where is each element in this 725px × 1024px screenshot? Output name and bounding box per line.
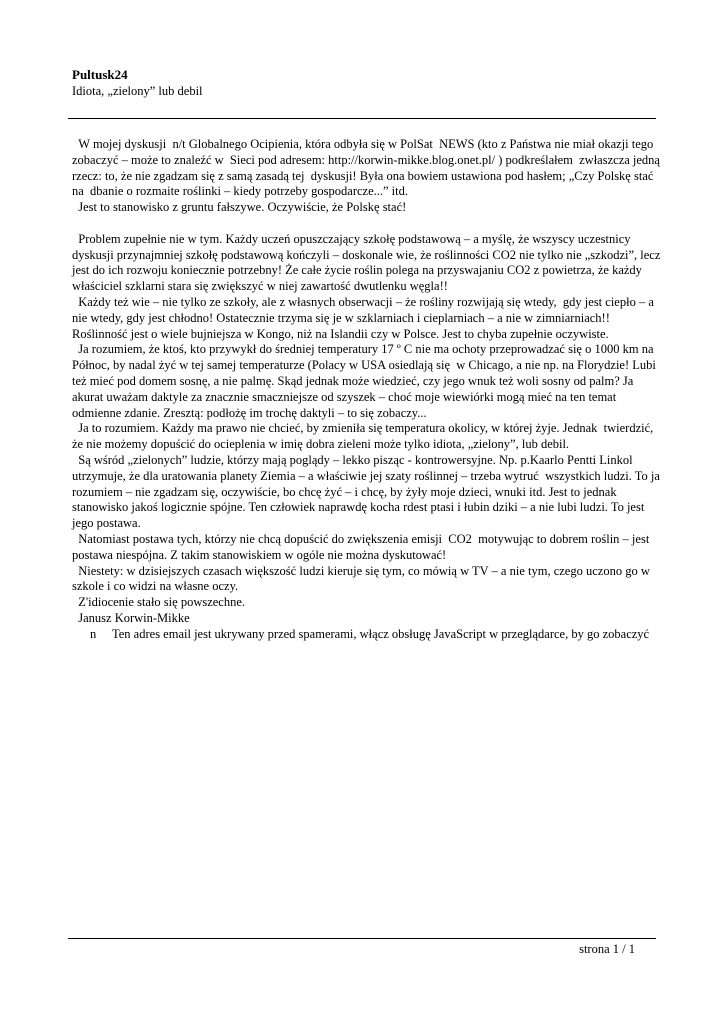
paragraph: W mojej dyskusji n/t Globalnego Ocipienia, która odbyła się w PolSat NEWS (kto z Państwa nie miał okazji tego zobaczyć – może to znaleźć w Sieci pod adresem: http://korwin-mikke.blog.onet.pl/ ) podkreślałem zwłaszcza jedną rzecz: to, że nie zgadzam się z samą zasadą tej dyskusji! Była ona bowiem ustawiona pod hasłem; „Czy Polskę stać na dbanie o rozmaite roślinki – kiedy potrzeby gospodarcze...” itd.: [72, 137, 664, 199]
paragraph: Niestety: w dzisiejszych czasach większość ludzi kieruje się tym, co mówią w TV – a nie tym, czego uczono go w szkole i co widzi na własne oczy.: [72, 563, 653, 594]
article-body: [72, 137, 662, 643]
paragraph-gap: [72, 216, 662, 232]
paragraph: Natomiast postawa tych, którzy nie chcą dopuścić do zwiększenia emisji CO2 motywując to dobrem roślin – jest postawa niespójna. Z takim stanowiskiem w ogóle nie można dyskutować!: [72, 531, 653, 562]
paragraph: Z'idiocenie stało się powszechne.: [72, 595, 246, 610]
article-title: Idiota, „zielony” lub debil: [72, 84, 203, 98]
page-header: [72, 66, 656, 99]
bottom-divider: [68, 938, 656, 939]
page-number: strona 1 / 1: [579, 942, 635, 956]
paragraph: Są wśród „zielonych” ludzie, którzy mają poglądy – lekko pisząc - kontrowersyjne. Np. p.Kaarlo Pentti Linkol utrzymuje, że dla uratowania planety Ziemia – a właściwie jej szaty roślinnej – trzeba wytruć wszystkich ludzi. To ja rozumiem – nie zgadzam się, oczywiście, bo chcę żyć – i chcę, by żyły moje dzieci, wnuki itd. Jest to jednak stanowisko jakoś logicznie spójne. Ten człowiek naprawdę kocha rdest ptasi i łubin dziki – a nie lubi ludzi. To jest jego postawa.: [72, 452, 664, 531]
email-notice: [72, 627, 662, 643]
paragraph: Problem zupełnie nie w tym. Każdy uczeń opuszczający szkołę podstawową – a myślę, że wszyscy uczestnicy dyskusji przynajmniej szkołę podstawową kończyli – doskonale wie, że roślinności CO2 nie tylko nie „szkodzi”, lecz jest do ich rozwoju koniecznie potrzebny! Że całe życie roślin polega na przyswajaniu CO2 z powietrza, że każdy właściciel szklarni stara się zwiększyć w niej zawartość dwutlenku węgla!!: [72, 231, 664, 294]
bullet-icon: n: [90, 626, 97, 641]
paragraph: Każdy też wie – nie tylko ze szkoły, ale z własnych obserwacji – że rośliny rozwijają się wtedy, gdy jest ciepło – a nie wtedy, gdy jest chłodno! Ostatecznie trzyma się je w szklarniach i cieplarniach – a nie w zimniarniach!! Roślinność jest o wiele bujniejsza w Kongo, niż na Islandii czy w Polsce. Jest to chyba zupełnie oczywiste.: [72, 294, 657, 341]
site-name: Pultusk24: [72, 67, 128, 82]
top-divider: [68, 118, 656, 119]
email-notice-text: Ten adres email jest ukrywany przed spamerami, włącz obsługę JavaScript w przeglądarce, by go zobaczyć: [112, 626, 650, 641]
paragraph: Jest to stanowisko z gruntu fałszywe. Oczywiście, że Polskę stać!: [72, 200, 407, 215]
paragraph: Ja rozumiem, że ktoś, kto przywykł do średniej temperatury 17 º C nie ma ochoty przeprowadzać się o 1000 km na Północ, by nadal żyć w tej samej temperaturze (Polacy w USA osiedlają się w Chicago, a nie np. na Florydzie! Lubi też mieć pod domem sosnę, a nie palmę. Skąd jednak może wiedzieć, czy jego wnuk też woli sosny od palm? Ja akurat uważam daktyle za znacznie smaczniejsze od szyszek – choć moje wiewiórki mogą mieć na ten temat odmienne zdanie. Zresztą: podłożę im trochę daktyli – to się zobaczy...: [72, 342, 659, 420]
author-signature: Janusz Korwin-Mikke: [72, 610, 190, 625]
paragraph: Ja to rozumiem. Każdy ma prawo nie chcieć, by zmieniła się temperatura okolicy, w której żyje. Jednak twierdzić, że nie możemy dopuścić do ocieplenia w imię dobra zieleni może tylko idiota, „zielony”, lub debil.: [72, 421, 657, 452]
